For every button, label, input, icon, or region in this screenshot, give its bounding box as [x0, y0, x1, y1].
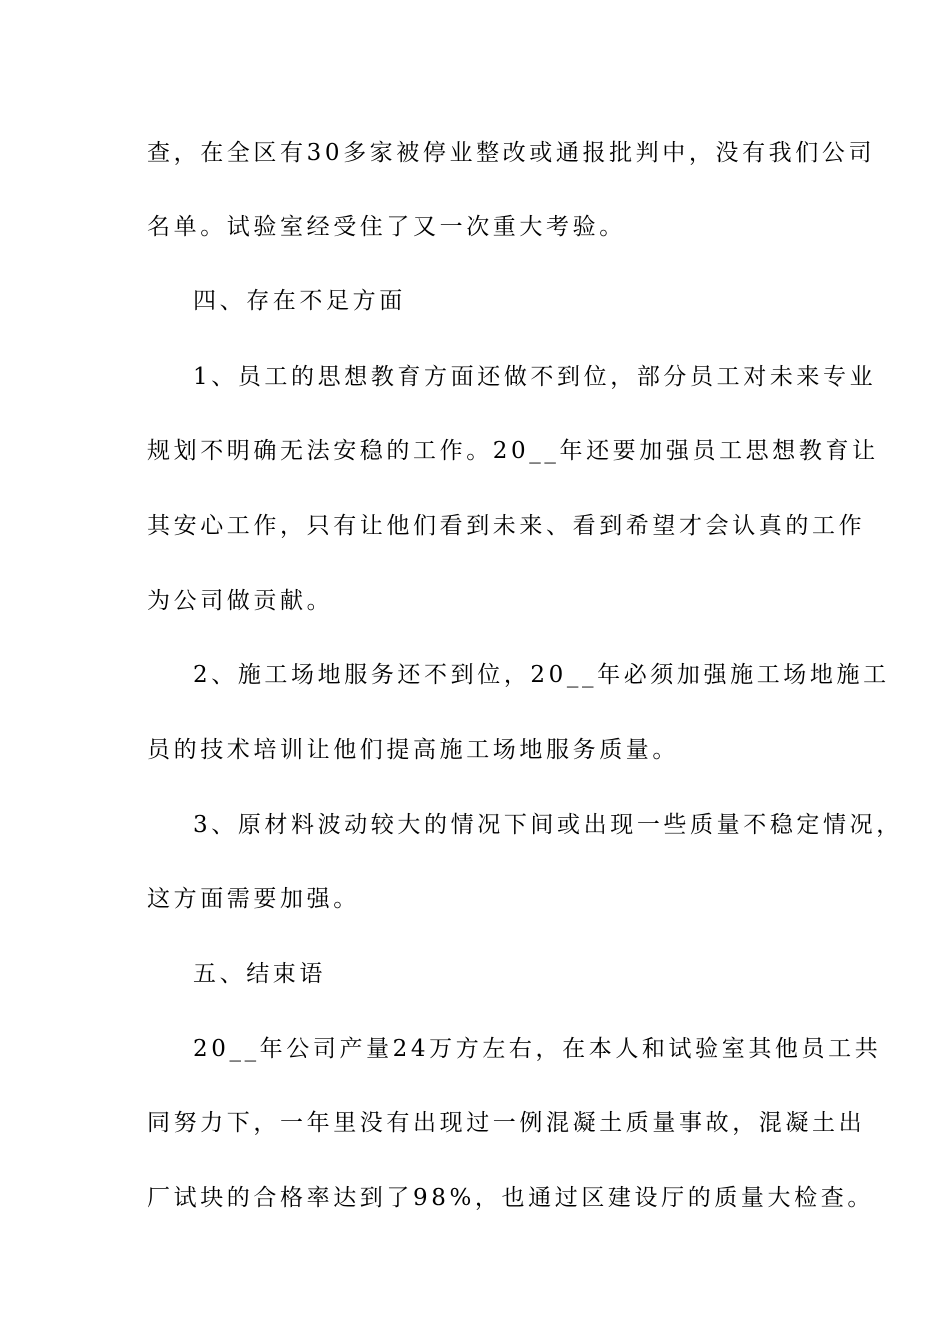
text-line: 这方面需要加强。 — [147, 886, 360, 912]
text-line: 厂试块的合格率达到了98%，也通过区建设厅的质量大检查。 — [147, 1185, 874, 1211]
text-line: 2、施工场地服务还不到位，20__年必须加强施工场地施工 — [193, 662, 890, 688]
text-line: 3、原材料波动较大的情况下间或出现一些质量不稳定情况， — [193, 812, 903, 838]
text-line: 名单。试验室经受住了又一次重大考验。 — [147, 214, 626, 240]
section-heading: 四、存在不足方面 — [193, 288, 406, 314]
section-heading: 五、结束语 — [193, 961, 326, 987]
text-line: 为公司做贡献。 — [147, 588, 334, 614]
text-line: 查，在全区有30多家被停业整改或通报批判中，没有我们公司 — [147, 140, 876, 166]
text-line: 1、员工的思想教育方面还做不到位，部分员工对未来专业 — [193, 364, 877, 390]
text-line: 同努力下，一年里没有出现过一例混凝土质量事故，混凝土出 — [147, 1110, 866, 1136]
text-line: 20__年公司产量24万方左右，在本人和试验室其他员工共 — [193, 1036, 882, 1062]
text-line: 规划不明确无法安稳的工作。20__年还要加强员工思想教育让 — [147, 438, 879, 464]
text-line: 其安心工作，只有让他们看到未来、看到希望才会认真的工作 — [147, 513, 866, 539]
text-line: 员的技术培训让他们提高施工场地服务质量。 — [147, 737, 679, 763]
